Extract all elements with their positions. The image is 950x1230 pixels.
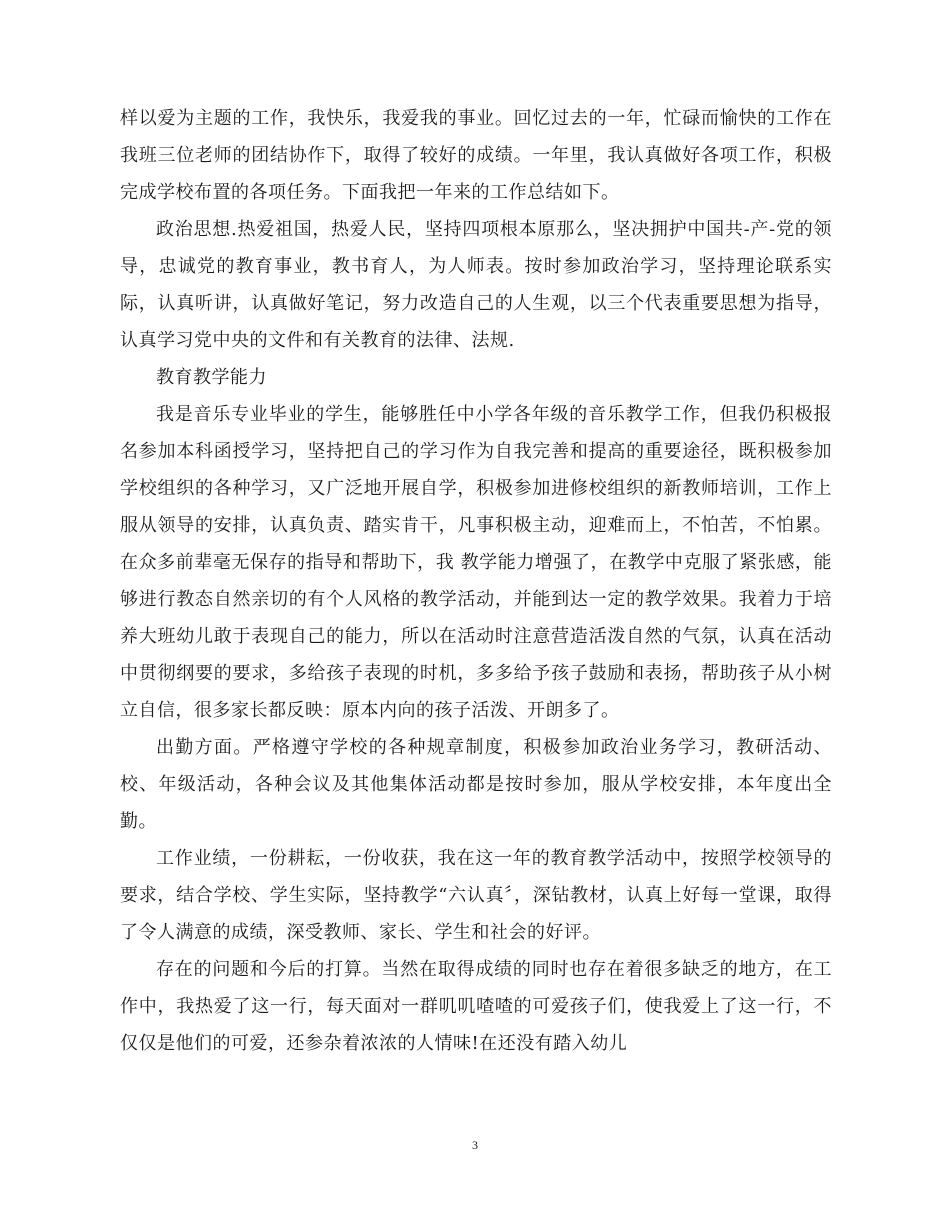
paragraph-attendance: 出勤方面。严格遵守学校的各种规章制度，积极参加政治业务学习，教研活动、校、年级活动，各种会议及其他集体活动都是按时参加，服从学校安排，本年度出全勤。 [120, 737, 832, 832]
paragraph-teaching-ability: 我是音乐专业毕业的学生，能够胜任中小学各年级的音乐教学工作，但我仍积极报名参加本科函授学习，坚持把自己的学习作为自我完善和提高的重要途径，既积极参加学校组织的各种学习，又广泛地开展自学，积极参加进修校组织的新教师培训，工作上服从领导的安排，认真负责、踏实肯干，凡事积极主动，迎难而上，不怕苦，不怕累。在众多前辈毫无保存的指导和帮助下，我 教学能力增强了，在教学中克服了紧张感，能够进行教态自然亲切的有个人风格的教学活动，并能到达一定的教学效果。我着力于培养大班幼儿敢于表现自己的能力，所以在活动时注意营造活泼自然的气氛，认真在活动中贯彻纲要的要求，多给孩子表现的时机，多多给予孩子鼓励和表扬，帮助孩子从小树立自信，很多家长都反映：原本内向的孩子活泼、开朗多了。 [120, 404, 832, 721]
document-page [120, 100, 832, 1062]
paragraph-political-thought: 政治思想.热爱祖国，热爱人民，坚持四项根本原那么，坚决拥护中国共-产-党的领导，忠诚党的教育事业，教书育人，为人师表。按时参加政治学习，坚持理论联系实际，认真听讲，认真做好笔记，努力改造自己的人生观，以三个代表重要思想为指导，认真学习党中央的文件和有关教育的法律、法规. [120, 219, 832, 351]
section-heading-teaching-ability: 教育教学能力 [156, 367, 267, 388]
paragraph-problems-plans: 存在的问题和今后的打算。当然在取得成绩的同时也存在着很多缺乏的地方，在工作中，我热爱了这一行，每天面对一群叽叽喳喳的可爱孩子们，使我爱上了这一行，不仅仅是他们的可爱，还参杂着浓浓的人情味!在还没有踏入幼儿 [120, 959, 832, 1054]
paragraph-work-performance: 工作业绩，一份耕耘，一份收获，我在这一年的教育教学活动中，按照学校领导的要求，结合学校、学生实际，坚持教学“六认真〞，深钻教材，认真上好每一堂课，取得了令人满意的成绩，深受教师、家长、学生和社会的好评。 [120, 848, 832, 943]
page-number: 3 [472, 1138, 478, 1152]
paragraph-continuation: 样以爱为主题的工作，我快乐，我爱我的事业。回忆过去的一年，忙碌而愉快的工作在我班三位老师的团结协作下，取得了较好的成绩。一年里，我认真做好各项工作，积极完成学校布置的各项任务。下面我把一年来的工作总结如下。 [120, 108, 832, 203]
